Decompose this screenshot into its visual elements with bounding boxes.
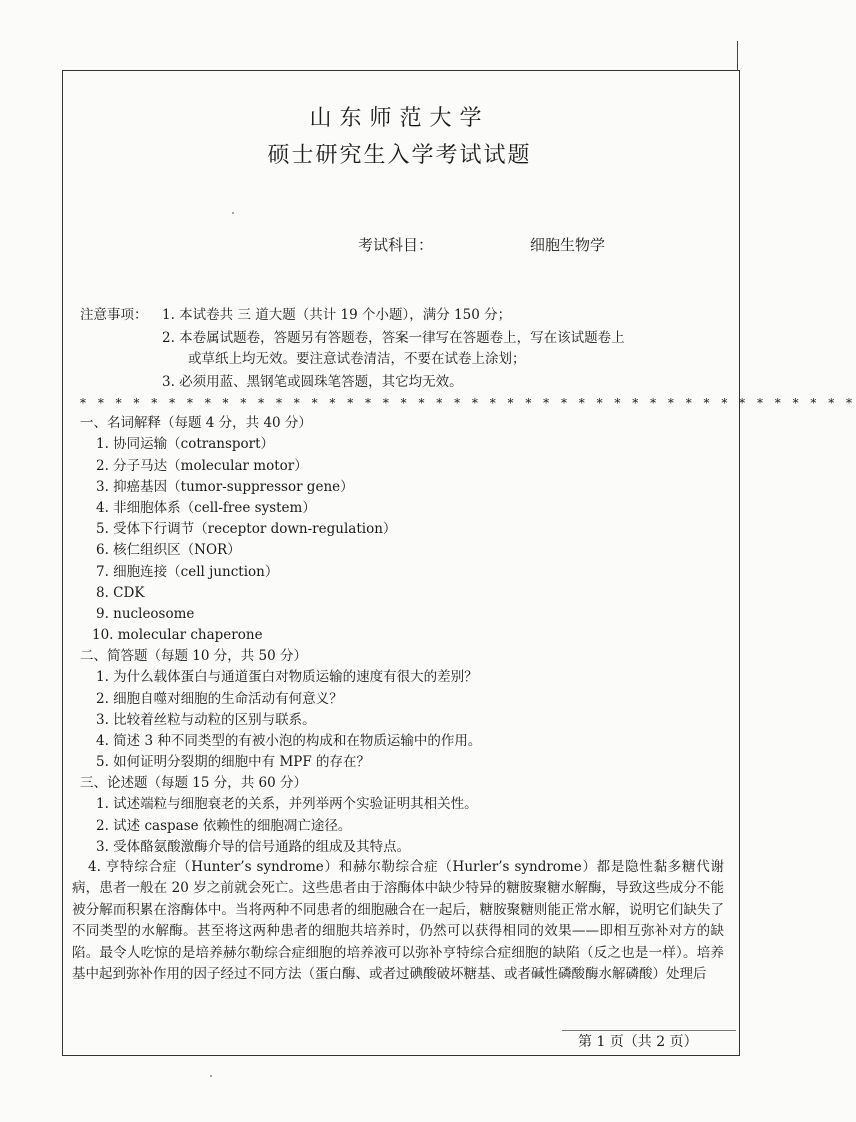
list-item: 1. 为什么载体蛋白与通道蛋白对物质运输的速度有很大的差别？ xyxy=(96,669,478,685)
notice-item-2-cont: 或草纸上均无效。要注意试卷清洁，不要在试卷上涂划； xyxy=(188,351,526,367)
list-item: 2. 试述 caspase 依赖性的细胞凋亡途径。 xyxy=(96,818,352,834)
list-item: 6. 核仁组织区（NOR） xyxy=(96,542,241,558)
list-item: 9. nucleosome xyxy=(96,606,195,622)
list-item: 5. 受体下行调节（receptor down-regulation） xyxy=(96,521,397,537)
list-item: 3. 抑癌基因（tumor-suppressor gene） xyxy=(96,479,354,495)
subject-name: 细胞生物学 xyxy=(530,236,606,254)
list-item: 10. molecular chaperone xyxy=(92,627,263,643)
section-3-heading: 三、论述题（每题 15 分，共 60 分） xyxy=(80,775,308,791)
notice-item-1: 1. 本试卷共 三 道大题（共计 19 个小题），满分 150 分； xyxy=(162,307,512,323)
list-item: 5. 如何证明分裂期的细胞中有 MPF 的存在？ xyxy=(96,754,371,770)
university-name: 山东师范大学 xyxy=(309,106,490,131)
list-item: 1. 试述端粒与细胞衰老的关系，并列举两个实验证明其相关性。 xyxy=(96,796,478,812)
scan-speck xyxy=(232,212,234,214)
list-item: 4. 简述 3 种不同类型的有被小泡的构成和在物质运输中的作用。 xyxy=(96,733,482,749)
question-paragraph: 4. 亨特综合症（Hunter’s syndrome）和赫尔勒综合症（Hurler’s syndrome）都是隐性黏多糖代谢病，患者一般在 20 岁之前就会死亡。这些患者由于溶酶体中缺少特异的糖胺聚糖水解酶，导致这些成分不能被分解而积累在溶酶体中。当将两种不同患者的细胞融合在一起后，糖胺聚糖则能正常水解，说明它们缺失了不同类型的水解酶。甚至将这两种患者的细胞共培养时，仍然可以获得相同的效果——即相互弥补对方的缺陷。最令人吃惊的是培养赫尔勒综合症细胞的培养液可以弥补亨特综合症细胞的缺陷（反之也是一样）。培养基中起到弥补作用的因子经过不同方法（蛋白酶、或者过碘酸破坏糖基、或者碱性磷酸酶水解磷酸）处理后 xyxy=(72,859,724,983)
exam-title: 硕士研究生入学考试试题 xyxy=(267,143,532,168)
subject-label: 考试科目： xyxy=(358,236,434,254)
list-item: 7. 细胞连接（cell junction） xyxy=(96,564,279,580)
divider: * * * * * * * * * * * * * * * * * * * * * * * * * * * * * * * * * * * * * * * * * * * * xyxy=(80,396,856,410)
list-item: 3. 比较着丝粒与动粒的区别与联系。 xyxy=(96,712,316,728)
notice-item-2: 2. 本卷属试题卷，答题另有答题卷，答案一律写在答题卷上，写在该试题卷上 xyxy=(162,330,625,346)
list-item: 3. 受体酪氨酸激酶介导的信号通路的组成及其特点。 xyxy=(96,839,411,855)
list-item: 2. 细胞自噬对细胞的生命活动有何意义？ xyxy=(96,691,343,707)
section-1-heading: 一、名词解释（每题 4 分，共 40 分） xyxy=(80,415,312,431)
section-2-heading: 二、简答题（每题 10 分，共 50 分） xyxy=(80,648,308,664)
notice-item-3: 3. 必须用蓝、黑钢笔或圆珠笔答题，其它均无效。 xyxy=(162,374,463,390)
list-item: 2. 分子马达（molecular motor） xyxy=(96,458,308,474)
page-number: 第 1 页（共 2 页） xyxy=(578,1034,698,1050)
list-item: 8. CDK xyxy=(96,585,145,601)
scan-speck xyxy=(210,1075,212,1077)
list-item: 4. 非细胞体系（cell-free system） xyxy=(96,500,316,516)
list-item: 1. 协同运输（cotransport） xyxy=(96,436,275,452)
notice-prefix: 注意事项： xyxy=(80,307,148,323)
